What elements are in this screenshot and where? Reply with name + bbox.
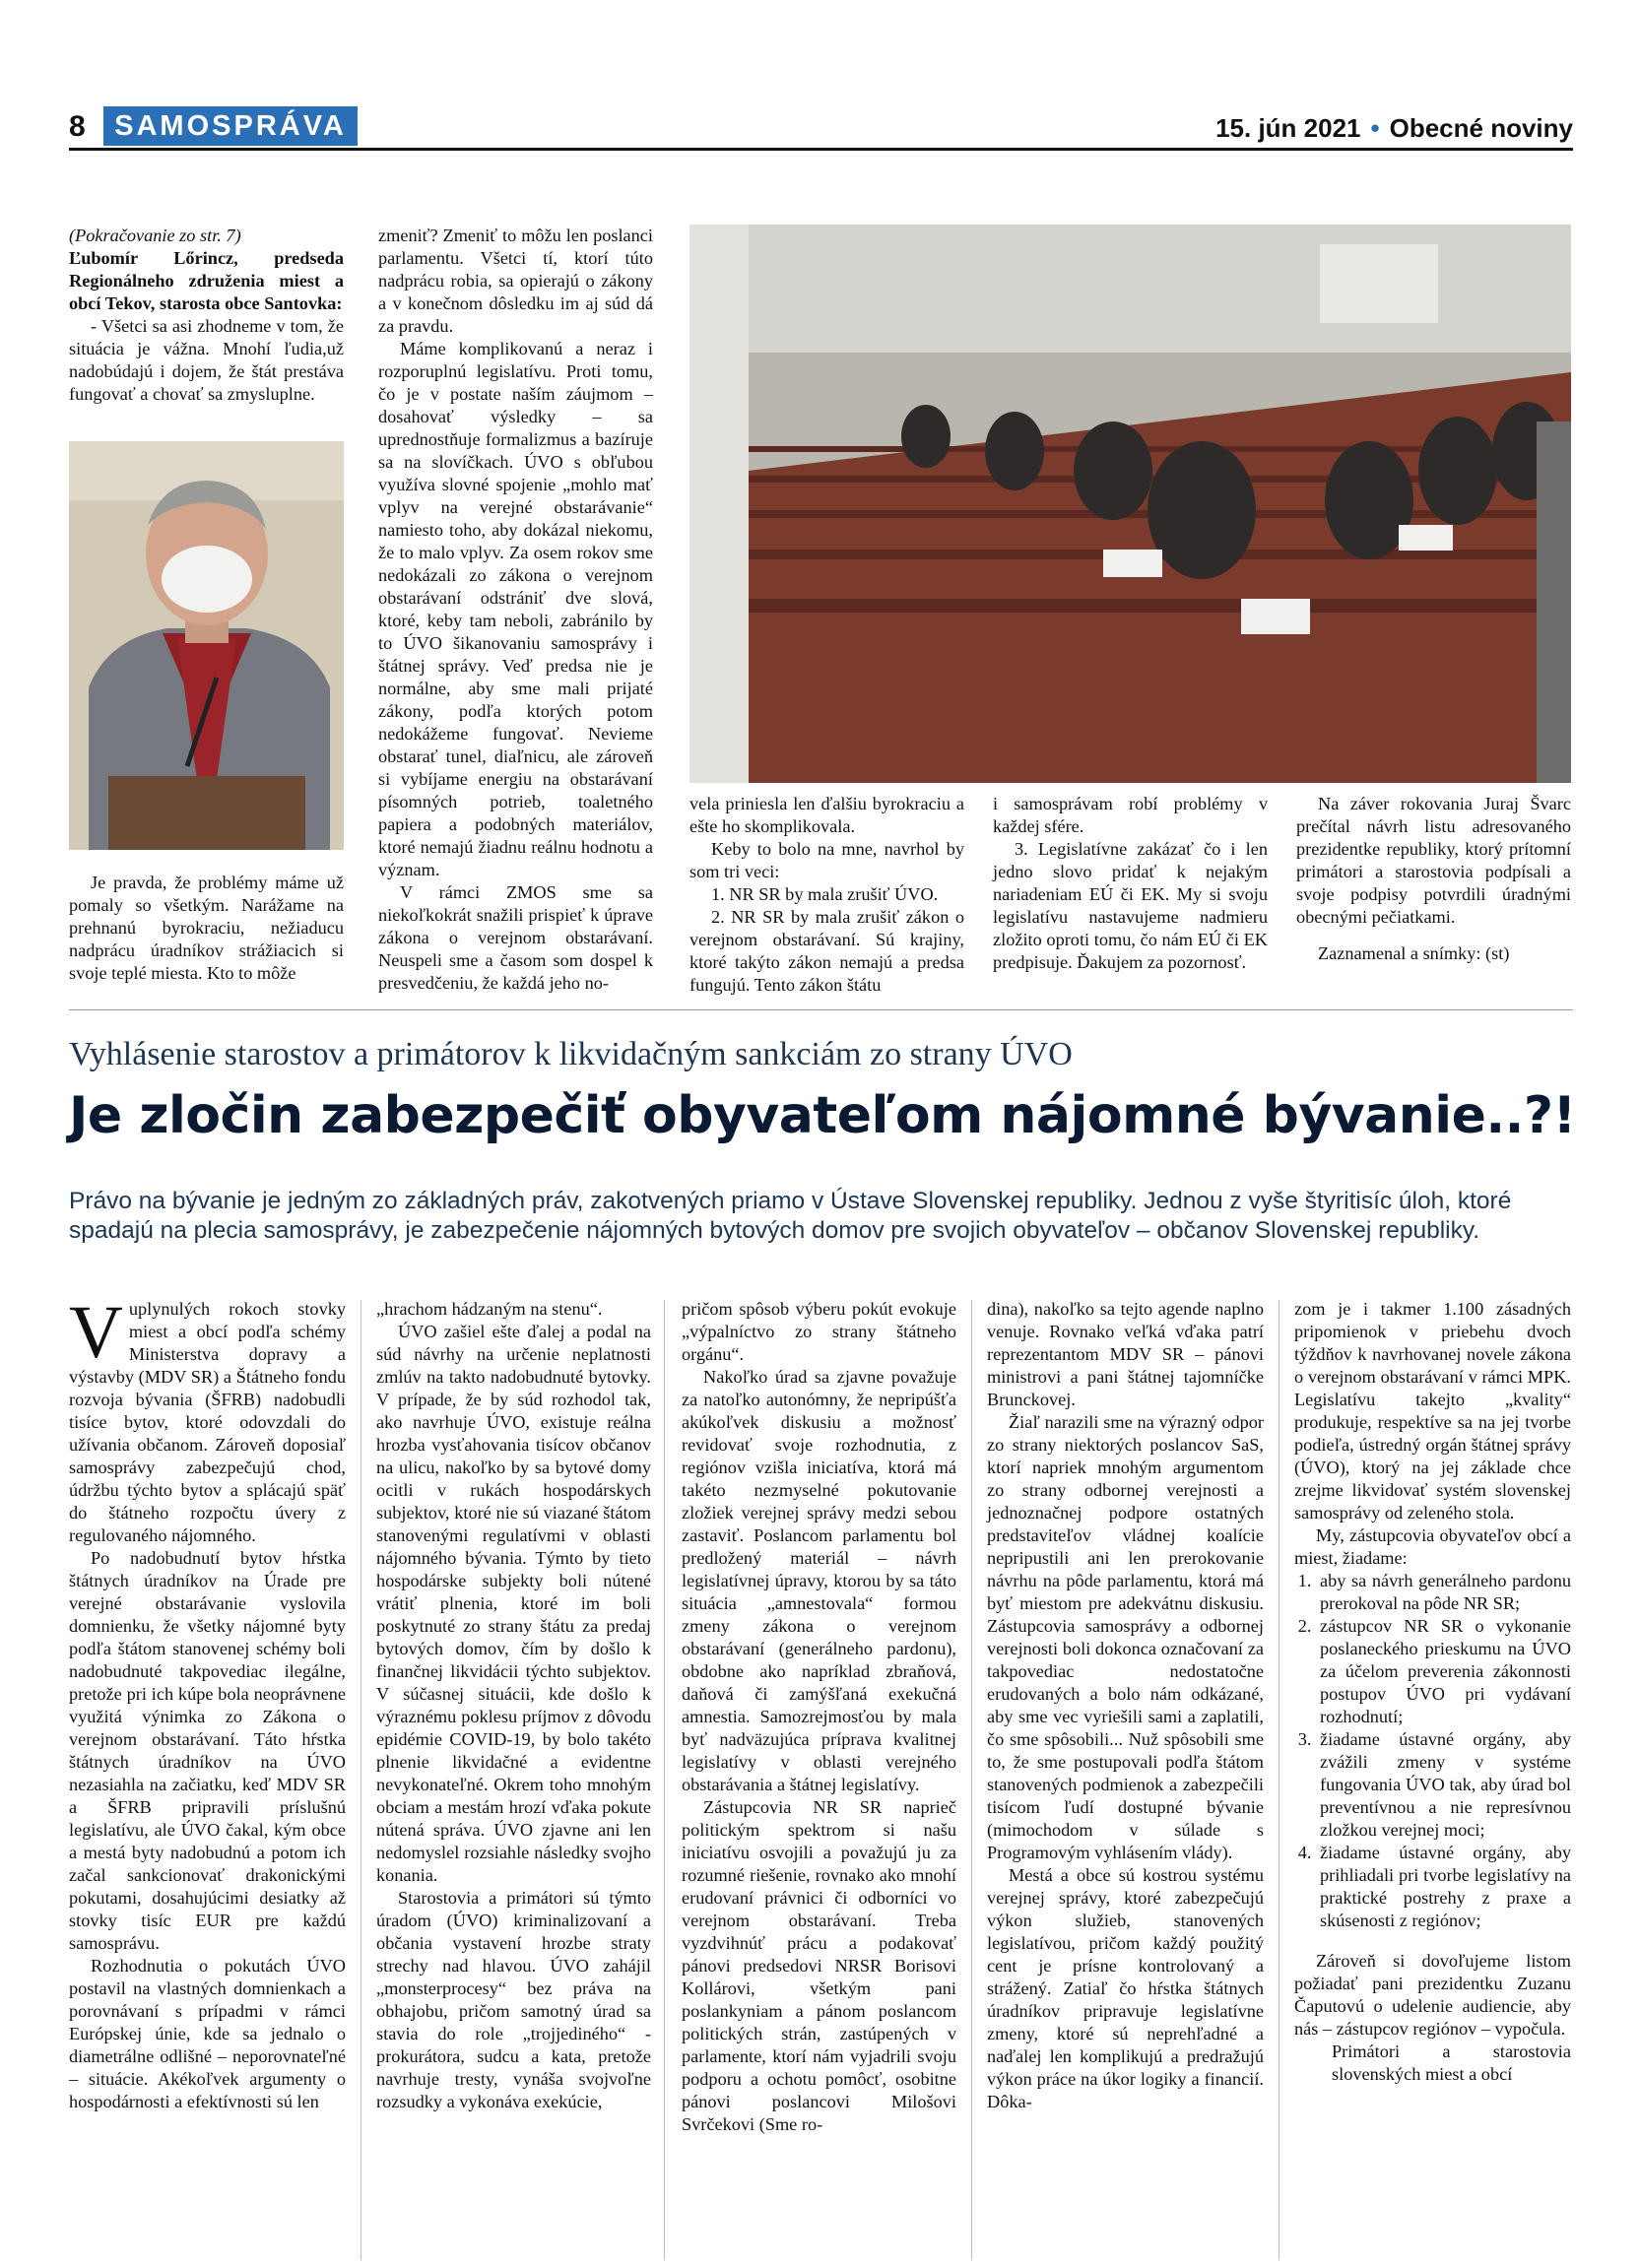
top-col-1-cont <box>69 872 344 985</box>
list-item: 1. aby sa návrh generálneho pardonu prerokoval na pôde NR SR; <box>1316 1570 1571 1615</box>
paragraph: - Všetci sa asi zhodneme v tom, že situácia je vážna. Mnohí ľudia,už nadobúdajú i dojem, že štát prestáva fungovať a chovať sa zmysluplne. <box>69 316 344 404</box>
bottom-col-2 <box>376 1298 651 2113</box>
paragraph: Je pravda, že problémy máme už pomaly so všetkým. Narážame na prehnanú byrokraciu, nežiaducu nadprácu úradníkov strážiacich si svoje teplé miesta. Kto to môže <box>69 873 344 983</box>
meeting-photo <box>689 225 1571 783</box>
section-label: SAMOSPRÁVA <box>103 106 358 146</box>
paragraph: pričom spôsob výberu pokút evokuje „výpalníctvo zo strany štátneho orgánu“. <box>682 1299 956 1364</box>
top-col-3 <box>689 793 964 997</box>
list-item: 3. žiadame ústavné orgány, aby zvážili zmeny v systéme fungovania ÚVO tak, aby úrad bol preventívnou a nie represívnou zložkou verejnej moci; <box>1316 1728 1571 1842</box>
portrait-illustration <box>69 441 344 850</box>
top-col-2 <box>378 225 653 995</box>
paragraph: uplynulých rokoch stovky miest a obcí podľa schémy Ministerstva dopravy a výstavby (MDV SR) a Štátneho fondu rozvoja bývania (ŠFRB) nadobudli tisíce bytov, ktoré odovzdali do užívania občanom. Zároveň doposiaľ samosprávy zabezpečujú chod, údržbu týchto bytov a splácajú späť do štátneho rozpočtu úvery z regulovaného nájomného. <box>69 1299 346 1545</box>
bottom-col-5 <box>1294 1298 1571 2086</box>
paragraph: Mestá a obce sú kostrou systému verejnej správy, ktoré zabezpečujú výkon služieb, stanovených legislatívou, pričom každý použitý cent je prísne kontrolovaný a strážený. Zatiaľ čo hŕstka štátnych úradníkov pripravuje legislatívne zmeny, ktoré sú neprehľadné a naďalej len komplikujú a predražujú výkon práce na úkor logiky a financií. Dôka- <box>987 1865 1264 2111</box>
paragraph: zom je i takmer 1.100 zásadných pripomienok v priebehu dvoch týždňov k navrhovanej novele zákona o verejnom obstarávaní v rámci MPK. Legislatívu takejto „kvality“ produkuje, respektíve sa na jej tvorbe podieľa, ústredný orgán štátnej správy (ÚVO), ktorý na jej základe chce zrejme likvidovať systém slovenskej samosprávy od zeleného stola. <box>1294 1299 1571 1523</box>
article-headline: Je zločin zabezpečiť obyvateľom nájomné bývanie..?! <box>69 1086 1576 1145</box>
paragraph: ÚVO zašiel ešte ďalej a podal na súd návrhy na určenie neplatnosti zmlúv na takto nadobudnuté bytovky. V prípade, že by súd rozhodol tak, ako navrhuje ÚVO, existuje reálna hrozba vysťahovania tisícov občanov na ulicu, nakoľko by sa bytové domy ocitli v rukách hospodárskych subjektov, ktoré nie sú viazané štátom stanovenými regulatívmi v oblasti nájomného bývania. Týmto by tieto hospodárske subjekty boli nútené vrátiť plnenia, ktoré im boli poskytnuté zo strany štátu za predaj bytových domov, čím by došlo k finančnej likvidácii týchto subjektov. V súčasnej situácii, kde došlo k výraznému poklesu príjmov z dôvodu epidémie COVID-19, by bolo takéto plnenie likvidačné a evidentne nevykonateľné. Okrem toho mnohým obciam a mestám hrozí vďaka pokute nútená správa. ÚVO zjavne ani len nedomyslel rozsiahle následky svojho konania. <box>376 1322 651 1885</box>
article-kicker: Vyhlásenie starostov a primátorov k likvidačným sankciám zo strany ÚVO <box>69 1036 1073 1072</box>
publication-name: Obecné noviny <box>1389 113 1573 143</box>
page-number: 8 <box>69 110 86 143</box>
section-divider <box>69 1009 1573 1010</box>
demands-list <box>1294 1570 1571 1932</box>
column-rule <box>971 1300 972 2260</box>
paragraph: Žiaľ narazili sme na výrazný odpor zo strany niektorých poslancov SaS, ktorí napriek mnohým argumentom zo strany odbornej verejnosti a jednoznačnej podpore ostatných predstaviteľov vládnej koalície nepripustili ani len prerokovanie návrhu na pôde parlamentu, ktorá má byť miestom pre adekvátnu diskusiu. Zástupcovia samosprávy a odbornej verejnosti boli dokonca označovaní za takpovediac nedostatočne erudovaných a bolo nám odkázané, aby sme vec vyriešili sami a zaplatili, čo sme spôsobili... Nuž spôsobili sme to, že sme postupovali podľa štátom stanovených podmienok a zabezpečili tisícom ľudí dostupné bývanie (mimochodom v súlade s Programovým vyhlásením vlády). <box>987 1412 1264 1862</box>
paragraph: Po nadobudnutí bytov hŕstka štátnych úradníkov na Úrade pre verejné obstarávanie vyslovila domnienku, že všetky nájomné byty podľa štátom stanovenej schémy boli nadobudnuté takpovediac ilegálne, pretože pri ich kúpe bola neoprávnene využitá výnimka zo Zákona o verejnom obstarávaní. Táto hŕstka štátnych úradníkov na ÚVO nezasiahla na začiatku, keď MDV SR a ŠFRB pripravili príslušnú legislatívu, ale ÚVO čakal, kým obce a mestá byty nadobudnú a potom ich začal sankcionovať drakonickými pokutami, dosahujúcimi desiatky až stovky tisíc EUR pre každú samosprávu. <box>69 1548 346 1953</box>
paragraph: Starostovia a primátori sú týmto úradom (ÚVO) kriminalizovaní a občania vystavení hrozbe straty strechy nad hlavou. ÚVO zahájil „monsterprocesy“ bez práva na obhajobu, pričom samotný úrad sa stavia do role „trojjediného“ - prokurátora, sudcu a kata, pretože navrhuje tresty, vynáša svojvoľne rozsudky a vykonáva exekúcie, <box>376 1888 651 2111</box>
paragraph: i samosprávam robí problémy v každej sfére. <box>993 794 1268 836</box>
paragraph: Nakoľko úrad sa zjavne považuje za natoľko autonómny, že nepripúšťa akúkoľvek diskusiu a možnosť revidovať svoje rozhodnutia, z regiónov vzišla iniciatíva, ktorá má takéto nezmyselné pokutovanie zložiek verejnej správy medzi sebou zastaviť. Poslancom parlamentu bol predložený materiál – návrh legislatívnej úpravy, ktorou by sa táto situácia „amnestovala“ formou zmeny zákona o verejnom obstarávaní (generálneho pardonu), obdobne ako napríklad zbraňová, daňová či zamýšľaná exekučná amnestia. Samozrejmosťou by mala byť nadväzujúca príprava kvalitnej legislatívy v oblasti verejného obstarávania a štátnej legislatívy. <box>682 1367 956 1794</box>
header-rule <box>69 148 1573 151</box>
bottom-col-4 <box>987 1298 1264 2113</box>
article-lead: Právo na bývanie je jedným zo základných práv, zakotvených priamo v Ústave Slovenskej republiky. Jednou z vyše štyritisíc úloh, ktoré spadajú na plecia samosprávy, je zabezpečenie nájomných bytových domov pre svojich obyvateľov – občanov Slovenskej republiky. <box>69 1188 1512 1244</box>
paragraph: Zároveň si dovoľujeme listom požiadať pani prezidentku Zuzanu Čaputovú o udelenie audiencie, aby nás – zástupcov regiónov – vypočula. <box>1294 1951 1571 2039</box>
top-col-1 <box>69 225 344 406</box>
bottom-col-3 <box>682 1298 956 2136</box>
list-item: 2. zástupcov NR SR o vykonanie poslaneckého prieskumu na ÚVO za účelom preverenia zákonnosti postupov ÚVO pri vydávaní rozhodnutí; <box>1316 1615 1571 1728</box>
paragraph: 2. NR SR by mala zrušiť zákon o verejnom obstarávaní. Sú krajiny, ktoré takýto zákon nemajú a predsa fungujú. Tento zákon štátu <box>689 907 964 995</box>
column-rule <box>664 1300 665 2260</box>
paragraph: Na záver rokovania Juraj Švarc prečítal návrh listu adresovaného prezidentke republiky, ktorý prítomní primátori a starostovia podpísali a svoje podpisy potvrdili úradnými obecnými pečiatkami. <box>1296 794 1571 927</box>
auditorium-illustration <box>689 225 1571 783</box>
top-col-5 <box>1296 793 1571 965</box>
masthead-right <box>1215 113 1573 144</box>
paragraph: vela priniesla len ďalšiu byrokraciu a ešte ho skomplikovala. <box>689 794 964 836</box>
paragraph: zmeniť? Zmeniť to môžu len poslanci parlamentu. Všetci tí, ktorí túto nadprácu robia, sa opierajú o zákony a v konečnom dôsledku im aj súd dá za pravdu. <box>378 226 653 336</box>
byline: Zaznamenal a snímky: (st) <box>1318 943 1510 963</box>
paragraph: My, zástupcovia obyvateľov obcí a miest, žiadame: <box>1294 1525 1571 1568</box>
continued-note: (Pokračovanie zo str. 7) <box>69 226 241 245</box>
dropcap: V <box>69 1291 123 1374</box>
separator-bullet: • <box>1370 113 1380 143</box>
signature: Primátori a starostovia slovenských miest a obcí <box>1332 2041 1571 2084</box>
portrait-photo <box>69 441 344 850</box>
list-item: 4. žiadame ústavné orgány, aby prihliadali pri tvorbe legislatívy na praktické postrehy z praxe a skúsenosti z regiónov; <box>1316 1842 1571 1932</box>
paragraph: 1. NR SR by mala zrušiť ÚVO. <box>711 884 939 904</box>
speaker-intro: Ľubomír Lőrincz, predseda Regionálneho združenia miest a obcí Tekov, starosta obce Santovka: <box>69 248 344 313</box>
issue-date: 15. jún 2021 <box>1215 113 1361 143</box>
paragraph: dina), nakoľko sa tejto agende naplno venuje. Rovnako veľká vďaka patrí reprezentantom MDV SR – pánovi ministrovi a pani štátnej tajomníčke Brunckovej. <box>987 1299 1264 1409</box>
top-col-4 <box>993 793 1268 974</box>
paragraph: Rozhodnutia o pokutách ÚVO postavil na vlastných domnienkach a porovnávaní s prípadmi v rámci Európskej únie, kde sa jednalo o diametrálne odlišné – neporovnateľné – situácie. Akékoľvek argumenty o hospodárnosti a efektívnosti sú len <box>69 1956 346 2111</box>
paragraph: Zástupcovia NR SR naprieč politickým spektrom si našu iniciatívu osvojili a považujú ju za rozumné riešenie, rovnako ako mnohí erudovaní právnici či odborníci vo verejnom obstarávaní. Treba vyzdvihnúť prácu a podakovať pánovi predsedovi NRSR Borisovi Kollárovi, všetkým pani poslankyniam a pánom poslancom politických strán, zastúpených v parlamente, ktorí nám vyjadrili svoju podporu a ochotu pomôcť, osobitne pánovi poslancovi Milošovi Svrčekovi (Sme ro- <box>682 1797 956 2134</box>
paragraph: 3. Legislatívne zakázať čo i len jedno slovo pridať k nejakým nariadeniam EÚ či EK. My si svoju legislatívu nastavujeme nadmieru zložito oproti tomu, čo nám EÚ či EK predpisuje. Ďakujem za pozornosť. <box>993 839 1268 972</box>
bottom-col-1 <box>69 1291 346 2113</box>
paragraph: V rámci ZMOS sme sa niekoľkokrát snažili prispieť k úprave zákona o verejnom obstarávaní. Neuspeli sme a časom som dospel k presvedčeniu, že každá jeho no- <box>378 882 653 993</box>
paragraph: „hrachom hádzaným na stenu“. <box>376 1299 603 1319</box>
paragraph: Máme komplikovanú a neraz i rozporuplnú legislatívu. Proti tomu, čo je v postate naším záujmom – dosahovať výsledky – sa uprednostňuje formalizmus a bazíruje sa na slovíčkach. ÚVO s obľubou využíva slovné spojenie „mohlo mať vplyv na verejné obstarávanie“ namiesto toho, aby dokázal niekomu, že to malo vplyv. Za osem rokov sme nedokázali zo zákona o verejnom obstarávaní odstrániť dve slová, ktoré, keby tam neboli, zabránilo by to ÚVO šikanovaniu samosprávy i štátnej správy. Veď predsa nie je normálne, aby sme mali prijaté zákony, podľa ktorých potom nedokážeme fungovať. Nevieme obstarať tunel, diaľnicu, ale zároveň si vybíjame energiu na obstarávaní písomných potrieb, toaletného papiera a podobných materiálov, ktoré nemajú žiadnu reálnu hodnotu a význam. <box>378 339 653 879</box>
paragraph: Keby to bolo na mne, navrhol by som tri veci: <box>689 839 964 881</box>
